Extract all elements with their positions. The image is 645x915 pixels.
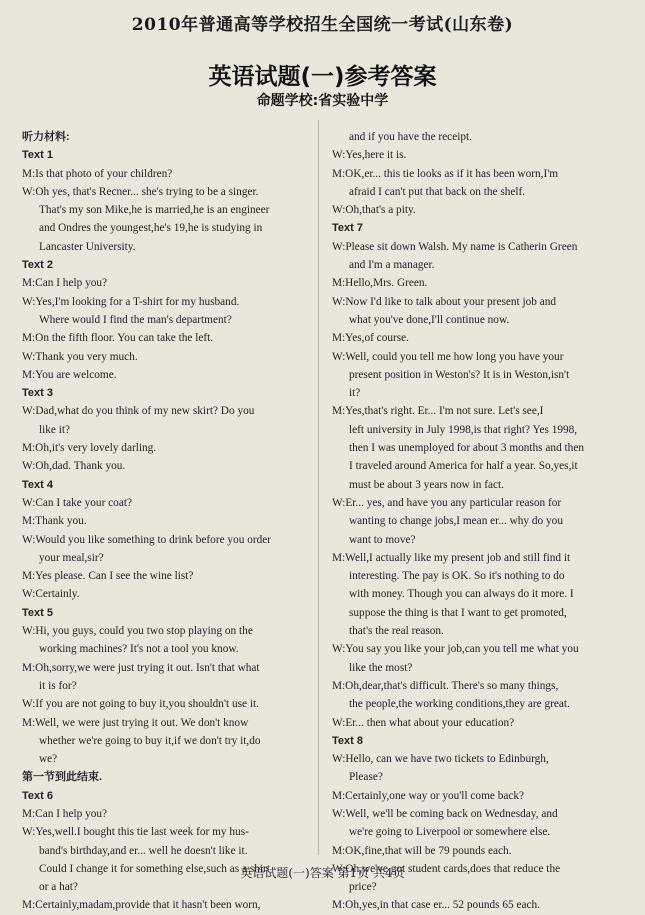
transcript-line: M:Yes,that's right. Er... I'm not sure. Let's see,I	[332, 405, 544, 418]
transcript-line: M:Hello,Mrs. Green.	[332, 277, 428, 290]
transcript-line: W:Please sit down Walsh. My name is Catherin Green	[332, 240, 578, 253]
transcript-line: M:Yes,of course.	[332, 332, 409, 345]
transcript-line: M:Can I help you?	[22, 807, 108, 820]
transcript-line: M:On the fifth floor. You can take the left.	[22, 332, 214, 345]
transcript-line: W:Yes,here it is.	[332, 149, 407, 162]
transcript-line: M:Can I help you?	[22, 277, 108, 290]
left-column	[22, 128, 322, 915]
transcript-line: and if you have the receipt.	[349, 131, 472, 143]
transcript-line: W:Oh,we've got student cards,does that reduce the	[332, 862, 561, 875]
transcript-line: M:Certainly,one way or you'll come back?	[332, 789, 525, 802]
transcript-line: band's birthday,and er... well he doesn't like it.	[39, 844, 248, 857]
transcript-line: Could I change it for something else,such as a shirt	[39, 862, 270, 875]
transcript-line: working machines? It's not a tool you know.	[39, 643, 239, 656]
transcript-line: price?	[349, 881, 377, 894]
transcript-line: like the most?	[349, 661, 413, 674]
section-heading: Text 1	[22, 149, 53, 162]
transcript-line: W:Er... then what about your education?	[332, 716, 515, 729]
transcript-line: the people,the working conditions,they are great.	[349, 698, 570, 711]
transcript-line: W:Can I take your coat?	[22, 496, 132, 509]
transcript-line: That's my son Mike,he is married,he is an engineer	[39, 204, 270, 217]
transcript-line: we?	[39, 753, 58, 766]
transcript-line: M:Thank you.	[22, 515, 87, 528]
transcript-line: W:Oh yes, that's Recner... she's trying to be a singer.	[22, 185, 259, 198]
section-heading: Text 5	[22, 606, 53, 619]
transcript-line: want to move?	[349, 533, 416, 546]
transcript-line: M:Certainly,madam,provide that it hasn't been worn,	[22, 899, 261, 912]
transcript-line: and I'm a manager.	[349, 259, 435, 272]
section-heading: Text 3	[22, 387, 53, 400]
transcript-line: or a hat?	[39, 881, 78, 894]
transcript-line: like it?	[39, 423, 71, 436]
transcript-line: W:Hi, you guys, could you two stop playing on the	[22, 625, 253, 638]
transcript-line: W:Yes,I'm looking for a T-shirt for my husband.	[22, 295, 240, 308]
transcript-line: W:Thank you very much.	[22, 350, 138, 363]
transcript-line: left university in July 1998,is that right? Yes 1998,	[349, 423, 578, 436]
transcript-line: afraid I can't put that back on the shelf.	[349, 185, 526, 198]
section-heading: Text 2	[22, 259, 53, 272]
transcript-line: M:OK,er... this tie looks as if it has been worn,I'm	[332, 167, 559, 180]
section-heading: Text 4	[22, 478, 53, 491]
right-column	[332, 128, 630, 915]
transcript-line: W:Hello, can we have two tickets to Edinburgh,	[332, 753, 549, 766]
transcript-line: it is for?	[39, 679, 77, 692]
transcript-line: M:OK,fine,that will be 79 pounds each.	[332, 844, 512, 857]
main-title: 英语试题(一)参考答案	[208, 64, 437, 90]
transcript-line: wanting to change jobs,I mean er... why do you	[349, 515, 563, 528]
section-heading: 听力材料:	[22, 131, 70, 143]
transcript-line: M:Well, we were just trying it out. We don't know	[22, 716, 249, 729]
transcript-line: W:Would you like something to drink before you order	[22, 533, 272, 546]
transcript-line: Where would I find the man's department?	[39, 313, 232, 326]
transcript-line: must be about 3 years now in fact.	[349, 478, 504, 491]
transcript-line: W:Yes,well.I bought this tie last week for my hus-	[22, 826, 249, 839]
transcript-line: that's the real reason.	[349, 625, 444, 638]
transcript-line: M:Oh,sorry,we were just trying it out. Isn't that what	[22, 661, 260, 674]
transcript-line: W:Now I'd like to talk about your present job and	[332, 295, 557, 308]
transcript-line: and Ondres the youngest,he's 19,he is studying in	[39, 222, 263, 235]
transcript-line: W:Well, could you tell me how long you have your	[332, 350, 564, 363]
transcript-line: Lancaster University.	[39, 240, 136, 253]
transcript-line: M:Oh,it's very lovely darling.	[22, 442, 157, 455]
transcript-line: W:Certainly.	[22, 588, 80, 601]
transcript-line: your meal,sir?	[39, 551, 104, 564]
transcript-line: whether we're going to buy it,if we don't try it,do	[39, 734, 261, 747]
transcript-line: Please?	[349, 771, 383, 784]
transcript-line: it?	[349, 387, 361, 400]
section-heading: Text 6	[22, 789, 53, 802]
transcript-line: W:Er... yes, and have you any particular reason for	[332, 496, 562, 509]
transcript-line: W:Well, we'll be coming back on Wednesday, and	[332, 807, 558, 820]
section-heading: 第一节到此结束.	[22, 771, 103, 784]
school-line: 命题学校:省实验中学	[256, 93, 389, 109]
transcript-line: W:Dad,what do you think of my new skirt? Do you	[22, 405, 255, 418]
transcript-line: W:Oh,that's a pity.	[332, 204, 416, 217]
transcript-line: W:You say you like your job,can you tell me what you	[332, 643, 579, 656]
transcript-line: W:Oh,dad. Thank you.	[22, 460, 126, 473]
transcript-line: W:If you are not going to buy it,you shouldn't use it.	[22, 698, 259, 711]
transcript-line: M:Yes please. Can I see the wine list?	[22, 570, 194, 583]
transcript-line: M:You are welcome.	[22, 368, 117, 381]
transcript-line: suppose the thing is that I want to get promoted,	[349, 606, 567, 619]
section-heading: Text 7	[332, 222, 363, 235]
page-footer: 英语试题(一)答案 第1页 共4页	[240, 866, 405, 880]
transcript-line: interesting. The pay is OK. So it's nothing to do	[349, 570, 565, 583]
exam-title: 2010年普通高等学校招生全国统一考试(山东卷)	[131, 15, 514, 35]
transcript-line: I traveled around America for half a year. So,yes,it	[349, 460, 578, 473]
transcript-line: M:Is that photo of your children?	[22, 167, 173, 180]
transcript-line: what you've done,I'll continue now.	[349, 313, 510, 326]
transcript-line: with money. Though you can always do it more. I	[349, 588, 574, 601]
transcript-line: we're going to Liverpool or somewhere else.	[349, 826, 551, 839]
transcript-line: then I was unemployed for about 3 months and then	[349, 442, 584, 455]
section-heading: Text 8	[332, 734, 363, 747]
transcript-line: M:Oh,dear,that's difficult. There's so many things,	[332, 679, 559, 692]
transcript-line: present position in Weston's? It is in Weston,isn't	[349, 368, 570, 381]
transcript-line: M:Oh,yes,in that case er... 52 pounds 65 each.	[332, 899, 541, 912]
transcript-line: M:Well,I actually like my present job and still find it	[332, 551, 571, 564]
